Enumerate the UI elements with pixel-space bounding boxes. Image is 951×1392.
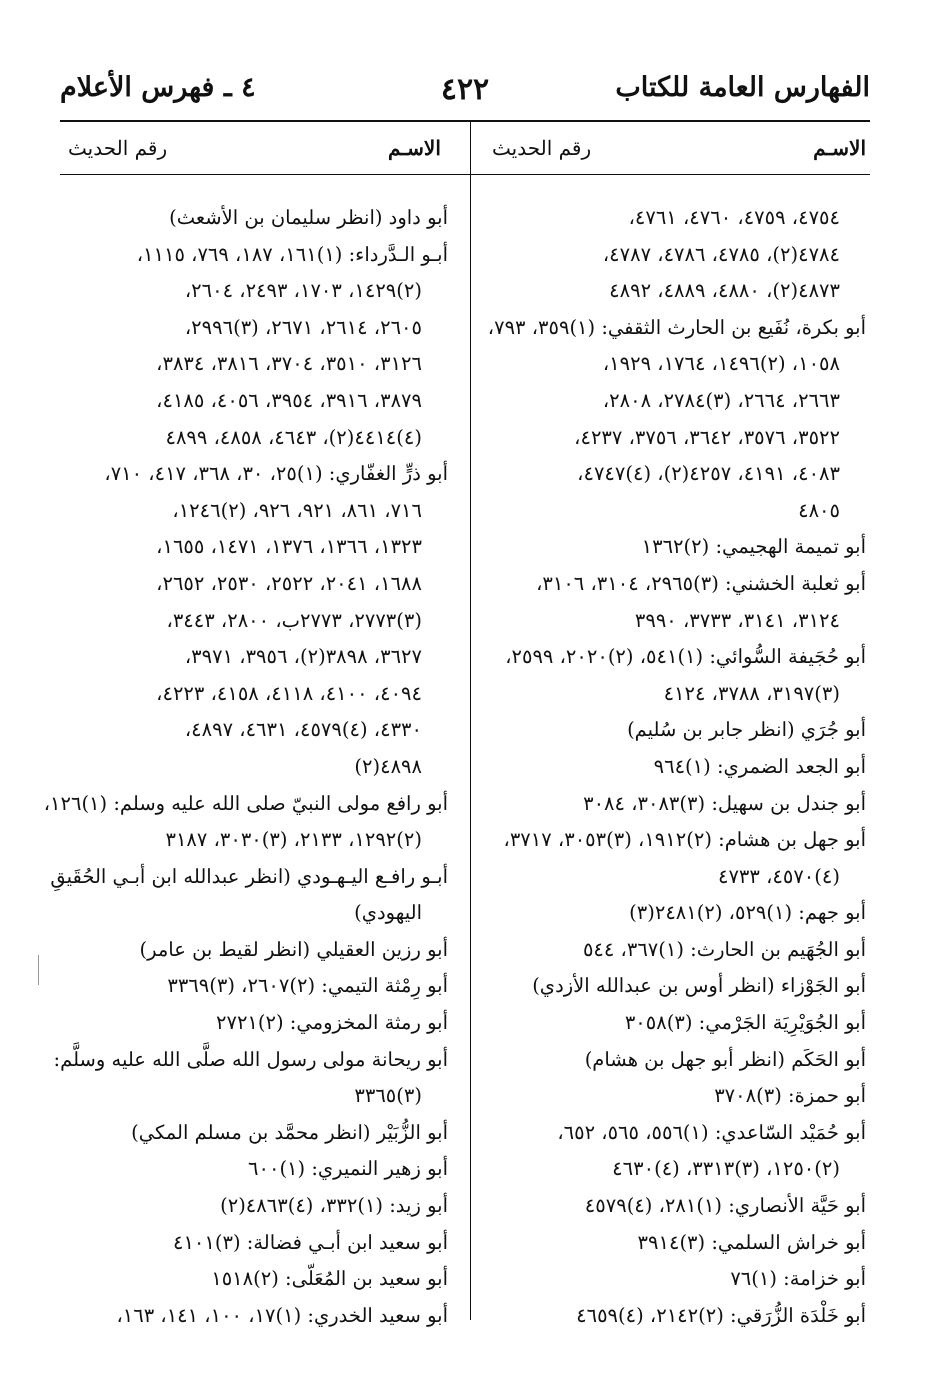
index-entry: أبو الجُوَيْرِيَة الجَرْمي: (٣)٣٠٥٨ [624,1011,866,1035]
column-header-rule [60,174,870,175]
right-column-number-header: رقم الحديث [492,136,592,160]
index-entry: أبو حَيَّة الأنصاري: (١)٢٨١، (٤)٤٥٧٩ [584,1194,866,1218]
column-divider [470,120,471,1320]
index-entry-continuation: ٢٦٠٥، ٢٦١٤، ٢٦٧١، (٣)٢٩٩٦، [184,315,422,339]
index-entry-continuation: (٣)٣٣٦٥ [354,1084,422,1108]
index-entry: أبو جندل بن سهيل: (٣)٣٠٨٣، ٣٠٨٤ [583,791,866,815]
index-entry: أبو رزين العقيلي (انظر لقيط بن عامر) [139,937,448,961]
index-entry-continuation: (٢)١٢٥٠، (٣)٣٣١٣، (٤)٤٦٣٠ [612,1157,840,1181]
left-column-name-header: الاسـم [388,136,441,160]
index-entry: أبو خراش السلمي: (٣)٣٩١٤ [637,1230,866,1254]
index-entry: أبو حمزة: (٣)٣٧٠٨ [714,1084,866,1108]
index-entry: أبو الجَوْزاء (انظر أوس بن عبدالله الأزدي) [532,974,866,998]
index-section-title: ٤ ـ فهرس الأعلام [60,72,256,103]
index-entry-continuation: ١٦٨٨، ٢٠٤١، ٢٥٢٢، ٢٥٣٠، ٢٦٥٢، [156,571,422,595]
index-entry-continuation: (٢)١٤٢٩، ١٧٠٣، ٢٤٩٣، ٢٦٠٤، [184,279,422,303]
index-entry-continuation: ٤٨٠٥ [798,498,840,522]
index-entry: أبو سعيد ابن أبـي فضالة: (٣)٤١٠١ [172,1230,448,1254]
index-entry-continuation: ٤٠٨٣، ٤١٩١، ٤٢٥٧(٢)، (٤)٤٧٤٧، [577,462,840,486]
right-column-name-header: الاسـم [813,136,866,160]
index-entry: أبو بكرة، نُفَيع بن الحارث الثقفي: (١)٣٥٩، ٧٩٣، [487,315,866,339]
margin-mark [38,955,39,985]
index-entry-continuation: (٤)٤٥٧٠، ٤٧٣٣ [717,864,840,888]
index-entry: أبو الحَكَم (انظر أبو جهل بن هشام) [584,1047,866,1071]
index-entry: أبو جهم: (١)٥٢٩، (٢)٢٤٨١(٣) [629,901,866,925]
index-entry-continuation: ٣١٢٦، ٣٥١٠، ٣٧٠٤، ٣٨١٦، ٣٨٣٤، [156,352,422,376]
left-index-column [43,200,448,1334]
index-entry-continuation: ٣١٢٤، ٣١٤١، ٣٧٣٣، ٣٩٩٠ [634,608,840,632]
index-entry-continuation: ٣٦٢٧، ٣٨٩٨(٢)، ٣٩٥٦، ٣٩٧١، [184,645,422,669]
index-entry: أبـو الـدَّرداء: (١)١٦١، ١٨٧، ٧٦٩، ١١١٥، [136,242,448,266]
index-entry: أبو حُجَيفة السُّوائي: (١)٥٤١، (٢)٢٠٢٠، ٢٥٩٩، [505,645,866,669]
index-entry: أبو تميمة الهجيمي: (٢)١٣٦٢ [641,535,866,559]
index-entry-continuation: ٤٠٩٤، ٤١٠٠، ٤١١٨، ٤١٥٨، ٤٢٢٣، [156,681,422,705]
index-entry: أبو سعيد الخدري: (١)١٧، ١٠٠، ١٤١، ١٦٣، [116,1303,448,1327]
index-entry: أبو ذرٍّ الغفّاري: (١)٢٥، ٣٠، ٣٦٨، ٤١٧، ٧١٠، [104,462,448,486]
index-entry-continuation: (٣)٢٧٧٣، ٢٧٧٣ب، ٢٨٠٠، ٣٤٤٣، [166,608,422,632]
index-entry: أبو جُرَي (انظر جابر بن سُليم) [627,718,866,742]
index-entry: أبو ريحانة مولى رسول الله صلَّى الله عليه وسلَّم: [53,1047,448,1071]
index-entry: أبو الجعد الضمري: (١)٩٦٤ [653,754,866,778]
index-entry-continuation: ٤٧٨٤(٢)، ٤٧٨٥، ٤٧٨٦، ٤٧٨٧، [602,242,840,266]
index-entry: أبو زيد: (١)٣٣٢، (٤)٤٨٦٣(٢) [220,1194,448,1218]
index-entry: أبو داود (انظر سليمان بن الأشعث) [169,206,448,229]
index-entry: أبو سعيد بن المُعَلّى: (٢)١٥١٨ [211,1267,448,1291]
index-entry-continuation: (٢)١٢٩٢، ٢١٣٣، (٣)٣٠٣٠، ٣١٨٧ [165,828,422,852]
index-entry-continuation: اليهودي) [354,901,422,925]
index-entry: أبو خَلْدَة الزُّرَقي: (٢)٢١٤٢، (٤)٤٦٥٩ [576,1303,866,1327]
index-entry-continuation: ٤٧٥٤، ٤٧٥٩، ٤٧٦٠، ٤٧٦١، [628,206,840,229]
header-rule [60,120,870,122]
page-header [60,72,870,112]
right-index-column [488,200,866,1334]
index-entry: أبو خزامة: (١)٧٦ [730,1267,866,1291]
index-entry: أبو رِمْثة التيمي: (٢)٢٦٠٧، (٣)٣٣٦٩ [167,974,448,998]
book-indexes-title: الفهارس العامة للكتاب [615,72,870,103]
index-entry: أبو حُمَيْد السّاعدي: (١)٥٥٦، ٥٦٥، ٦٥٢، [557,1120,866,1144]
index-entry-continuation: ٣٨٧٩، ٣٩١٦، ٣٩٥٤، ٤٠٥٦، ٤١٨٥، [156,388,422,412]
index-entry-continuation: ١٣٢٣، ١٣٦٦، ١٣٧٦، ١٤٧١، ١٦٥٥، [156,535,422,559]
index-entry-continuation: ٤٨٩٨(٢) [354,754,422,778]
index-entry-continuation: ٣٥٢٢، ٣٥٧٦، ٣٦٤٢، ٣٧٥٦، ٤٢٣٧، [574,425,840,449]
index-entry-continuation: ٧١٦، ٨٦١، ٩٢١، ٩٢٦، (٢)١٢٤٦، [172,498,422,522]
index-entry: أبو زهير النميري: (١)٦٠٠ [248,1157,448,1181]
index-entry-continuation: ٢٦٦٣، ٢٦٦٤، (٣)٢٧٨٤، ٢٨٠٨، [602,388,840,412]
index-entry-continuation: ١٠٥٨، (٢)١٤٩٦، ١٧٦٤، ١٩٢٩، [602,352,840,376]
index-entry: أبو جهل بن هشام: (٢)١٩١٢، (٣)٣٠٥٣، ٣٧١٧، [503,828,866,852]
index-entry: أبو رافع مولى النبيّ صلى الله عليه وسلم: (١)١٢٦، [43,791,448,815]
index-entry: أبو ثعلبة الخشني: (٣)٢٩٦٥، ٣١٠٤، ٣١٠٦، [536,571,866,595]
index-entry: أبو رمثة المخزومي: (٢)٢٧٢١ [216,1011,448,1035]
index-entry-continuation: ٤٨٧٣(٢)، ٤٨٨٠، ٤٨٨٩، ٤٨٩٢ [609,279,840,303]
index-entry: أبو الزُّبَيْر (انظر محمَّد بن مسلم المكي) [131,1120,448,1144]
left-column-number-header: رقم الحديث [68,136,168,160]
index-entry-continuation: (٤)٤٤١٤(٢)، ٤٦٤٣، ٤٨٥٨، ٤٨٩٩ [165,425,422,449]
index-entry: أبـو رافـع اليـهـودي (انظر عبدالله ابن أبـي الحُقَيقِ [50,864,448,888]
index-entry-continuation: (٣)٣١٩٧، ٣٧٨٨، ٤١٢٤ [663,681,840,705]
page-number: ٤٢٢ [440,72,490,107]
index-entry-continuation: ٤٣٣٠، (٤)٤٥٧٩، ٤٦٣١، ٤٨٩٧، [184,718,422,742]
index-entry: أبو الجُهَيم بن الحارث: (١)٣٦٧، ٥٤٤ [582,937,866,961]
